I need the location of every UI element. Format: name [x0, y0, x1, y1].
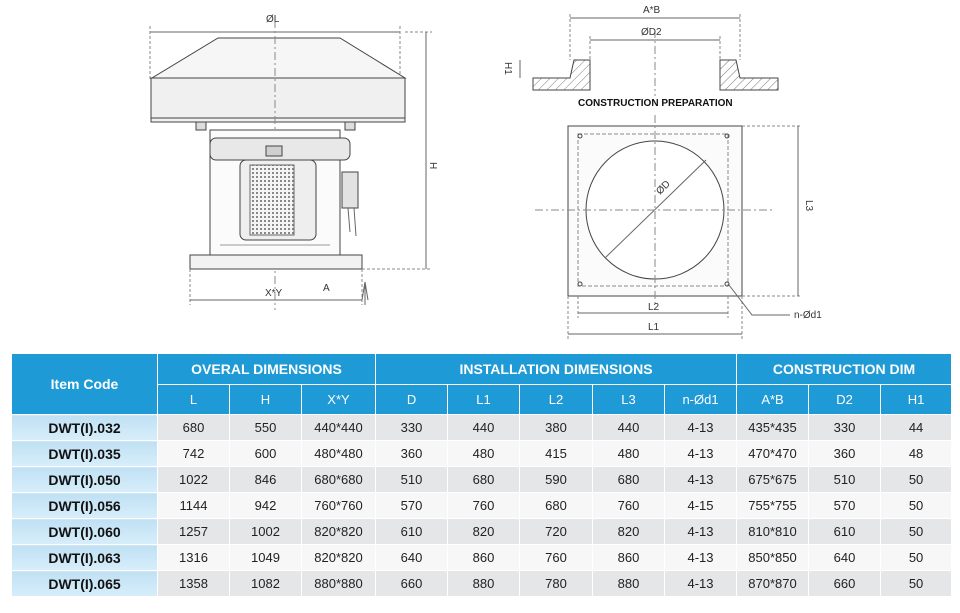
group-installation-dimensions: INSTALLATION DIMENSIONS: [376, 354, 737, 385]
table-cell: 330: [376, 415, 448, 441]
table-cell: 480: [448, 441, 520, 467]
table-cell: 846: [230, 467, 302, 493]
table-cell: 50: [881, 467, 952, 493]
table-cell: 570: [376, 493, 448, 519]
column-header: L3: [593, 385, 665, 415]
table-cell: 1049: [230, 545, 302, 571]
item-code-cell: DWT(I).056: [12, 493, 158, 519]
table-cell: 850*850: [737, 545, 809, 571]
column-header: n-Ød1: [665, 385, 737, 415]
table-cell: 870*870: [737, 571, 809, 597]
table-cell: 4-13: [665, 415, 737, 441]
table-cell: 1144: [158, 493, 230, 519]
dim-label-L: ØL: [266, 14, 280, 25]
table-cell: 1358: [158, 571, 230, 597]
table-cell: 50: [881, 571, 952, 597]
table-row: [12, 493, 952, 519]
table-cell: 680*680: [302, 467, 376, 493]
table-cell: 330: [809, 415, 881, 441]
table-cell: 640: [376, 545, 448, 571]
table-cell: 440: [448, 415, 520, 441]
table-cell: 1257: [158, 519, 230, 545]
table-cell: 820: [593, 519, 665, 545]
dim-label-A: A: [323, 283, 330, 294]
table-cell: 550: [230, 415, 302, 441]
table-cell: 480: [593, 441, 665, 467]
table-row: [12, 519, 952, 545]
table-cell: 470*470: [737, 441, 809, 467]
table-cell: 1002: [230, 519, 302, 545]
table-cell: 942: [230, 493, 302, 519]
table-cell: 820: [448, 519, 520, 545]
table-cell: 610: [809, 519, 881, 545]
table-cell: 680: [158, 415, 230, 441]
table-cell: 820*820: [302, 519, 376, 545]
table-cell: 600: [230, 441, 302, 467]
dim-label-L1: L1: [648, 322, 660, 333]
table-cell: 4-13: [665, 545, 737, 571]
table-cell: 660: [376, 571, 448, 597]
table-cell: 820*820: [302, 545, 376, 571]
table-cell: 755*755: [737, 493, 809, 519]
dim-label-AB: A*B: [643, 5, 661, 16]
table-cell: 660: [809, 571, 881, 597]
table-cell: 880: [448, 571, 520, 597]
item-code-cell: DWT(I).065: [12, 571, 158, 597]
table-row: [12, 467, 952, 493]
table-cell: 590: [520, 467, 593, 493]
item-code-header: Item Code: [12, 354, 158, 415]
table-cell: 360: [376, 441, 448, 467]
table-cell: 675*675: [737, 467, 809, 493]
table-cell: 880*880: [302, 571, 376, 597]
table-row: [12, 545, 952, 571]
column-header: L2: [520, 385, 593, 415]
table-cell: 880: [593, 571, 665, 597]
table-cell: 440*440: [302, 415, 376, 441]
table-cell: 780: [520, 571, 593, 597]
column-header: H: [230, 385, 302, 415]
table-cell: 4-13: [665, 519, 737, 545]
dim-label-L3: L3: [803, 200, 814, 212]
dimension-table: [11, 353, 952, 597]
column-header: D2: [809, 385, 881, 415]
table-cell: 44: [881, 415, 952, 441]
table-cell: 480*480: [302, 441, 376, 467]
table-cell: 680: [520, 493, 593, 519]
table-cell: 50: [881, 545, 952, 571]
column-header: A*B: [737, 385, 809, 415]
construction-preparation-title: CONSTRUCTION PREPARATION: [578, 98, 733, 109]
table-cell: 570: [809, 493, 881, 519]
group-header-row: [12, 354, 952, 385]
table-row: [12, 415, 952, 441]
table-cell: 435*435: [737, 415, 809, 441]
group-overal-dimensions: OVERAL DIMENSIONS: [158, 354, 376, 385]
table-cell: 510: [809, 467, 881, 493]
table-cell: 680: [448, 467, 520, 493]
item-code-cell: DWT(I).032: [12, 415, 158, 441]
table-cell: 680: [593, 467, 665, 493]
column-header: D: [376, 385, 448, 415]
table-cell: 48: [881, 441, 952, 467]
column-header: H1: [881, 385, 952, 415]
table-cell: 1022: [158, 467, 230, 493]
table-cell: 4-15: [665, 493, 737, 519]
table-cell: 4-13: [665, 467, 737, 493]
table-cell: 760*760: [302, 493, 376, 519]
table-cell: 380: [520, 415, 593, 441]
item-code-cell: DWT(I).050: [12, 467, 158, 493]
table-cell: 50: [881, 493, 952, 519]
dim-label-XY: X*Y: [265, 288, 283, 299]
table-cell: 860: [593, 545, 665, 571]
table-cell: 1316: [158, 545, 230, 571]
fan-side-view: [150, 20, 432, 310]
table-cell: 810*810: [737, 519, 809, 545]
dim-label-L2: L2: [648, 302, 660, 313]
table-cell: 640: [809, 545, 881, 571]
column-header: X*Y: [302, 385, 376, 415]
table-cell: 760: [448, 493, 520, 519]
table-cell: 50: [881, 519, 952, 545]
table-cell: 610: [376, 519, 448, 545]
dim-label-D2: ØD2: [641, 27, 662, 38]
column-header: L: [158, 385, 230, 415]
table-cell: 1082: [230, 571, 302, 597]
column-header: L1: [448, 385, 520, 415]
group-construction-dim: CONSTRUCTION DIM: [737, 354, 952, 385]
table-row: [12, 571, 952, 597]
table-row: [12, 441, 952, 467]
table-cell: 4-13: [665, 571, 737, 597]
item-code-cell: DWT(I).060: [12, 519, 158, 545]
table-cell: 760: [520, 545, 593, 571]
fan-top-view: [535, 115, 802, 340]
table-cell: 860: [448, 545, 520, 571]
dim-label-H1: H1: [502, 62, 513, 75]
table-cell: 742: [158, 441, 230, 467]
table-cell: 415: [520, 441, 593, 467]
dim-label-H: H: [427, 162, 438, 170]
table-cell: 720: [520, 519, 593, 545]
table-cell: 510: [376, 467, 448, 493]
table-cell: 4-13: [665, 441, 737, 467]
table-body: [12, 415, 952, 597]
dim-label-nd1: n-Ød1: [794, 310, 822, 321]
table-cell: 760: [593, 493, 665, 519]
item-code-cell: DWT(I).063: [12, 545, 158, 571]
dim-label-D: ØD: [654, 178, 673, 198]
item-code-cell: DWT(I).035: [12, 441, 158, 467]
table-cell: 440: [593, 415, 665, 441]
table-cell: 360: [809, 441, 881, 467]
